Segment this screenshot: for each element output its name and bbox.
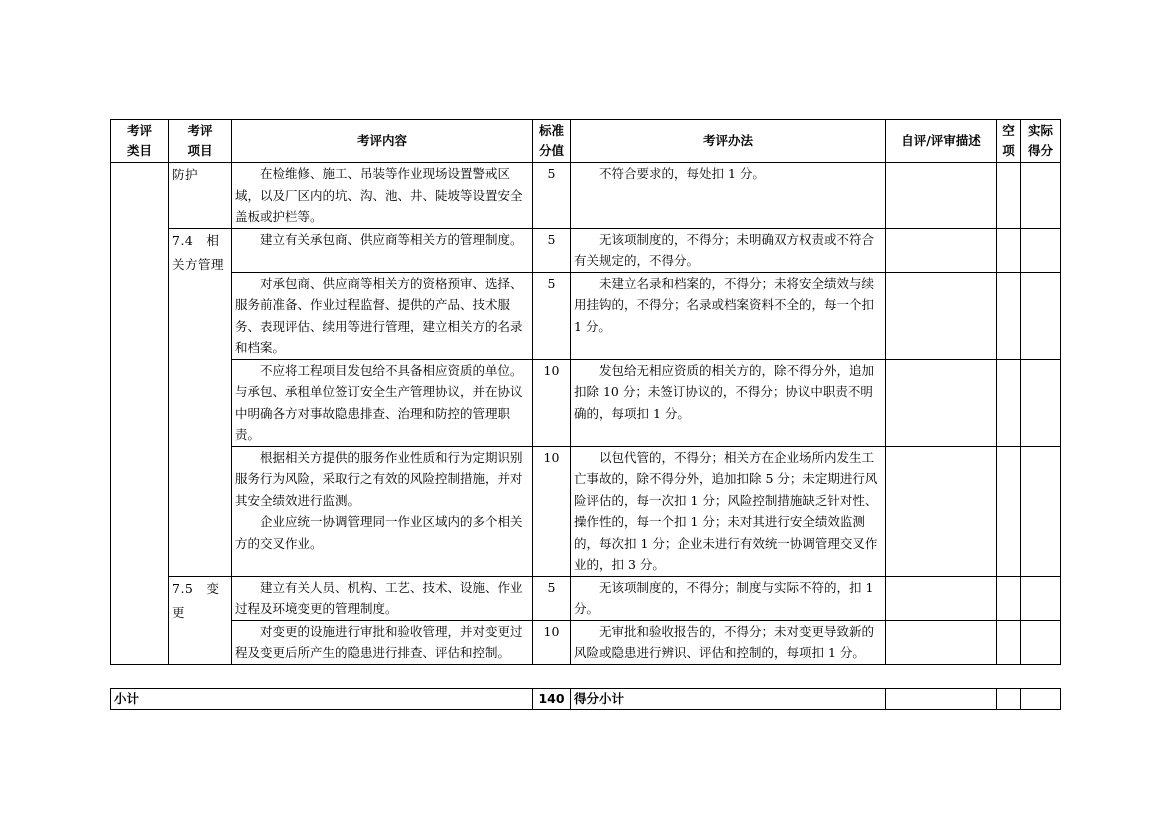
subtotal-actual-score-cell[interactable]	[1021, 689, 1061, 710]
content-cell	[232, 272, 533, 359]
method-cell	[571, 620, 886, 664]
method-text: 无审批和验收报告的，不得分；未对变更导致新的风险或隐患进行辨识、评估和控制的，每项扣 1 分。	[574, 623, 875, 660]
actual-score-cell[interactable]	[1021, 620, 1061, 664]
header-empty: 空 项	[997, 120, 1021, 163]
actual-score-cell[interactable]	[1021, 576, 1061, 620]
method-text: 无该项制度的，不得分；未明确双方权责或不符合有关规定的，不得分。	[574, 231, 875, 268]
content-text: 根据相关方提供的服务作业性质和行为定期识别服务行为风险，采取行之有效的风险控制措施，并对其安全绩效进行监测。	[235, 449, 523, 508]
method-text: 无该项制度的，不得分；制度与实际不符的，扣 1 分。	[574, 579, 874, 616]
standard-score-cell: 5	[533, 272, 571, 359]
content-text: 不应将工程项目发包给不具备相应资质的单位。与承包、承租单位签订安全生产管理协议，并在协议中明确各方对事故隐患排查、治理和防控的管理职责。	[235, 362, 523, 442]
method-text: 未建立名录和档案的，不得分；未将安全绩效与续用挂钩的，不得分；名录或档案资料不全的，每一个扣 1 分。	[574, 275, 875, 334]
actual-score-cell[interactable]	[1021, 163, 1061, 229]
method-cell	[571, 446, 886, 576]
empty-cell[interactable]	[997, 446, 1021, 576]
content-cell	[232, 576, 533, 620]
score-subtotal-label: 得分小计	[571, 689, 886, 710]
standard-score-cell: 10	[533, 620, 571, 664]
content-cell	[232, 620, 533, 664]
subtotal-row	[111, 689, 1061, 710]
method-cell	[571, 228, 886, 272]
subtotal-table	[110, 688, 1061, 710]
table-row	[111, 576, 1061, 620]
standard-score-cell: 5	[533, 228, 571, 272]
item-cell: 7.5 变更	[169, 576, 232, 664]
standard-score-cell: 10	[533, 446, 571, 576]
method-cell	[571, 359, 886, 446]
method-cell	[571, 163, 886, 229]
self-review-cell[interactable]	[886, 576, 997, 620]
header-method: 考评办法	[571, 120, 886, 163]
content-cell	[232, 228, 533, 272]
header-actual-score: 实际 得分	[1021, 120, 1061, 163]
actual-score-cell[interactable]	[1021, 446, 1061, 576]
method-text: 不符合要求的，每处扣 1 分。	[599, 166, 765, 181]
method-text: 以包代管的，不得分；相关方在企业场所内发生工亡事故的，除不得分外，追加扣除 5 分；未定期进行风险评估的，每一次扣 1 分；风险控制措施缺乏针对性、操作性的，每一个扣 1 分；未对其进行安全绩效监测的，每次扣 1 分；企业未进行有效统一协调管理交叉作业的，扣 3 分。	[574, 449, 878, 572]
self-review-cell[interactable]	[886, 620, 997, 664]
empty-cell[interactable]	[997, 576, 1021, 620]
header-category: 考评 类目	[111, 120, 169, 163]
self-review-cell[interactable]	[886, 272, 997, 359]
standard-score-cell: 5	[533, 576, 571, 620]
table-row	[111, 359, 1061, 446]
empty-cell[interactable]	[997, 228, 1021, 272]
content-cell	[232, 446, 533, 576]
category-cell	[111, 163, 169, 665]
evaluation-table	[110, 119, 1061, 665]
actual-score-cell[interactable]	[1021, 272, 1061, 359]
header-standard-score: 标准 分值	[533, 120, 571, 163]
method-cell	[571, 272, 886, 359]
item-cell: 7.4 相关方管理	[169, 228, 232, 576]
subtotal-label: 小计	[111, 689, 533, 710]
empty-cell[interactable]	[997, 359, 1021, 446]
item-cell: 防护	[169, 163, 232, 229]
standard-score-cell: 5	[533, 163, 571, 229]
content-cell	[232, 163, 533, 229]
header-item: 考评 项目	[169, 120, 232, 163]
content-text: 建立有关承包商、供应商等相关方的管理制度。	[260, 231, 523, 247]
self-review-cell[interactable]	[886, 446, 997, 576]
method-cell	[571, 576, 886, 620]
subtotal-empty-cell[interactable]	[997, 689, 1021, 710]
table-row	[111, 163, 1061, 229]
self-review-cell[interactable]	[886, 228, 997, 272]
content-text: 对变更的设施进行审批和验收管理，并对变更过程及变更后所产生的隐患进行排查、评估和控制。	[235, 623, 523, 660]
table-row	[111, 228, 1061, 272]
content-text: 对承包商、供应商等相关方的资格预审、选择、服务前准备、作业过程监督、提供的产品、技术服务、表现评估、续用等进行管理，建立相关方的名录和档案。	[235, 275, 523, 355]
table-row	[111, 620, 1061, 664]
subtotal-score: 140	[533, 689, 571, 710]
header-row	[111, 120, 1061, 163]
table-row	[111, 272, 1061, 359]
self-review-cell[interactable]	[886, 163, 997, 229]
subtotal-self-review-cell[interactable]	[886, 689, 997, 710]
empty-cell[interactable]	[997, 163, 1021, 229]
actual-score-cell[interactable]	[1021, 228, 1061, 272]
actual-score-cell[interactable]	[1021, 359, 1061, 446]
empty-cell[interactable]	[997, 620, 1021, 664]
content-cell	[232, 359, 533, 446]
content-text: 企业应统一协调管理同一作业区域内的多个相关方的交叉作业。	[235, 514, 523, 551]
header-content: 考评内容	[232, 120, 533, 163]
content-text: 在检维修、施工、吊装等作业现场设置警戒区域，以及厂区内的坑、沟、池、井、陡坡等设置安全盖板或护栏等。	[235, 166, 523, 224]
method-text: 发包给无相应资质的相关方的，除不得分外，追加扣除 10 分；未签订协议的，不得分；协议中职责不明确的，每项扣 1 分。	[574, 362, 875, 421]
empty-cell[interactable]	[997, 272, 1021, 359]
content-text: 建立有关人员、机构、工艺、技术、设施、作业过程及环境变更的管理制度。	[235, 579, 523, 616]
self-review-cell[interactable]	[886, 359, 997, 446]
header-self-review: 自评/评审描述	[886, 120, 997, 163]
standard-score-cell: 10	[533, 359, 571, 446]
table-row	[111, 446, 1061, 576]
